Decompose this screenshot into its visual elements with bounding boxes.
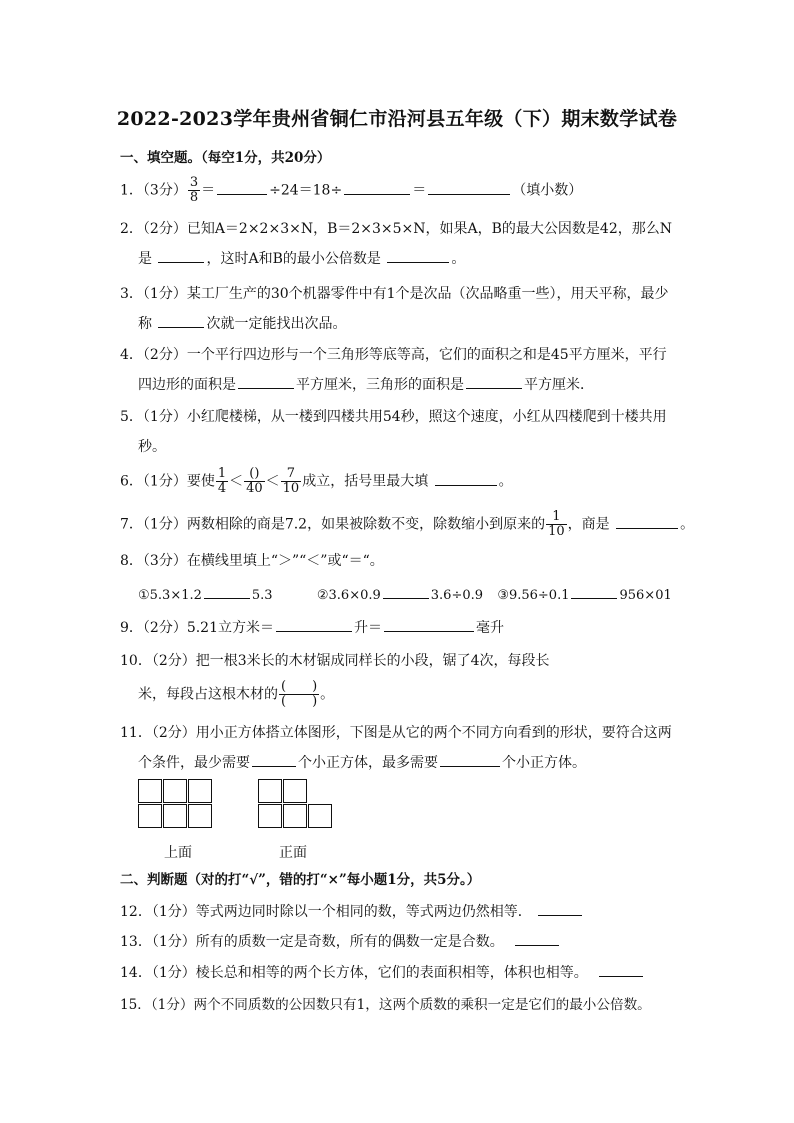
front-view-diagram xyxy=(258,779,334,829)
question-5-line-1: 5．（1分）小红爬楼梯，从一楼到四楼共用54秒，照这个速度，小红从四楼爬到十楼共用 xyxy=(120,409,667,425)
question-8-line-1: 8．（3分）在横线里填上“＞”“＜”或“＝“。 xyxy=(120,553,384,569)
fraction-blank-40[interactable]: $\frac{()}{40}$ xyxy=(246,466,263,496)
top-view-caption: 上面 xyxy=(164,845,192,861)
question-3-line-2: 称 次就一定能找出次品。 xyxy=(138,313,698,333)
answer-blank[interactable] xyxy=(599,962,643,977)
top-view-diagram xyxy=(138,779,214,829)
answer-blank[interactable] xyxy=(238,374,294,389)
front-view-caption: 正面 xyxy=(279,845,307,861)
answer-blank[interactable] xyxy=(158,313,204,328)
question-11-line-1: 11．（2分）用小正方体搭立体图形，下图是从它的两个不同方向看到的形状，要符合这两 xyxy=(120,725,672,741)
question-4-line-1: 4．（2分）一个平行四边形与一个三角形等底等高，它们的面积之和是45平方厘米，平行 xyxy=(120,347,667,363)
answer-blank[interactable] xyxy=(466,374,522,389)
page-title: 2022-2023学年贵州省铜仁市沿河县五年级（下）期末数学试卷 xyxy=(116,108,678,130)
answer-blank[interactable] xyxy=(571,584,617,599)
answer-blank[interactable] xyxy=(276,617,352,632)
question-2-line-2: 是 ，这时A和B的最小公倍数是 。 xyxy=(138,248,698,268)
answer-blank[interactable] xyxy=(344,180,410,195)
answer-blank[interactable] xyxy=(158,248,204,263)
question-9: 9．（2分）5.21立方米＝ 升＝ 毫升 xyxy=(120,617,680,637)
answer-blank[interactable] xyxy=(616,514,678,529)
question-13: 13．（1分）所有的质数一定是奇数，所有的偶数一定是合数。 xyxy=(120,931,680,951)
question-7: 7．（1分）两数相除的商是7.2，如果被除数不变，除数缩小到原来的 $\frac{1}{10}$ ，商是 。 xyxy=(120,509,695,539)
question-3-line-1: 3．（1分）某工厂生产的30个机器零件中有1个是次品（次品略重一些），用天平称，最少 xyxy=(120,286,669,302)
question-2-line-1: 2．（2分）已知A＝2×2×3×N，B＝2×3×5×N，如果A，B的最大公因数是42，那么N xyxy=(120,221,673,237)
answer-blank[interactable] xyxy=(538,901,582,916)
answer-blank[interactable] xyxy=(440,752,500,767)
question-1: 1．（3分） $\frac{3}{8}$ ＝ ÷24＝18÷ ＝ （填小数） xyxy=(120,175,583,205)
fraction-1-10: $\frac{1}{10}$ xyxy=(548,509,565,539)
question-5-line-2: 秒。 xyxy=(138,439,166,455)
question-11-line-2: 个条件，最少需要 个小正方体，最多需要 个小正方体。 xyxy=(138,752,698,772)
question-10-line-2: 米，每段占这根木材的 $\frac{( )}{( )}$ 。 xyxy=(138,679,335,709)
fraction-blank[interactable]: $\frac{( )}{( )}$ xyxy=(281,679,318,709)
answer-blank[interactable] xyxy=(384,617,474,632)
answer-blank[interactable] xyxy=(428,180,510,195)
answer-blank[interactable] xyxy=(435,471,497,486)
fraction-3-8: $\frac{3}{8}$ xyxy=(189,175,199,205)
answer-blank[interactable] xyxy=(515,931,559,946)
section-true-false: 二、判断题（对的打“√”，错的打“×”每小题1分，共5分。） xyxy=(120,872,481,888)
question-6: 6．（1分）要使 $\frac{1}{4}$ ＜ $\frac{()}{40}$ ＜ $\frac{7}{10}$ 成立，括号里最大填 。 xyxy=(120,466,513,496)
answer-blank[interactable] xyxy=(252,752,296,767)
section-fill-in: 一、填空题。（每空1分，共20分） xyxy=(120,150,331,166)
fraction-7-10: $\frac{7}{10}$ xyxy=(282,466,300,496)
question-15: 15．（1分）两个不同质数的公因数只有1，这两个质数的乘积一定是它们的最小公倍数。 xyxy=(120,997,651,1013)
question-8-line-2: ①5.3×1.2 5.3 ②3.6×0.9 3.6÷0.9 ③9.56÷0.1 956×01 xyxy=(138,584,698,603)
answer-blank[interactable] xyxy=(383,584,429,599)
answer-blank[interactable] xyxy=(387,248,449,263)
answer-blank[interactable] xyxy=(204,584,250,599)
question-10-line-1: 10．（2分）把一根3米长的木材锯成同样长的小段，锯了4次，每段长 xyxy=(120,653,550,669)
question-12: 12．（1分）等式两边同时除以一个相同的数，等式两边仍然相等． xyxy=(120,901,680,921)
answer-blank[interactable] xyxy=(217,180,267,195)
fraction-1-4: $\frac{1}{4}$ xyxy=(217,466,227,496)
question-14: 14．（1分）棱长总和相等的两个长方体，它们的表面积相等，体积也相等。 xyxy=(120,962,680,982)
question-4-line-2: 四边形的面积是 平方厘米，三角形的面积是 平方厘米． xyxy=(138,374,698,394)
